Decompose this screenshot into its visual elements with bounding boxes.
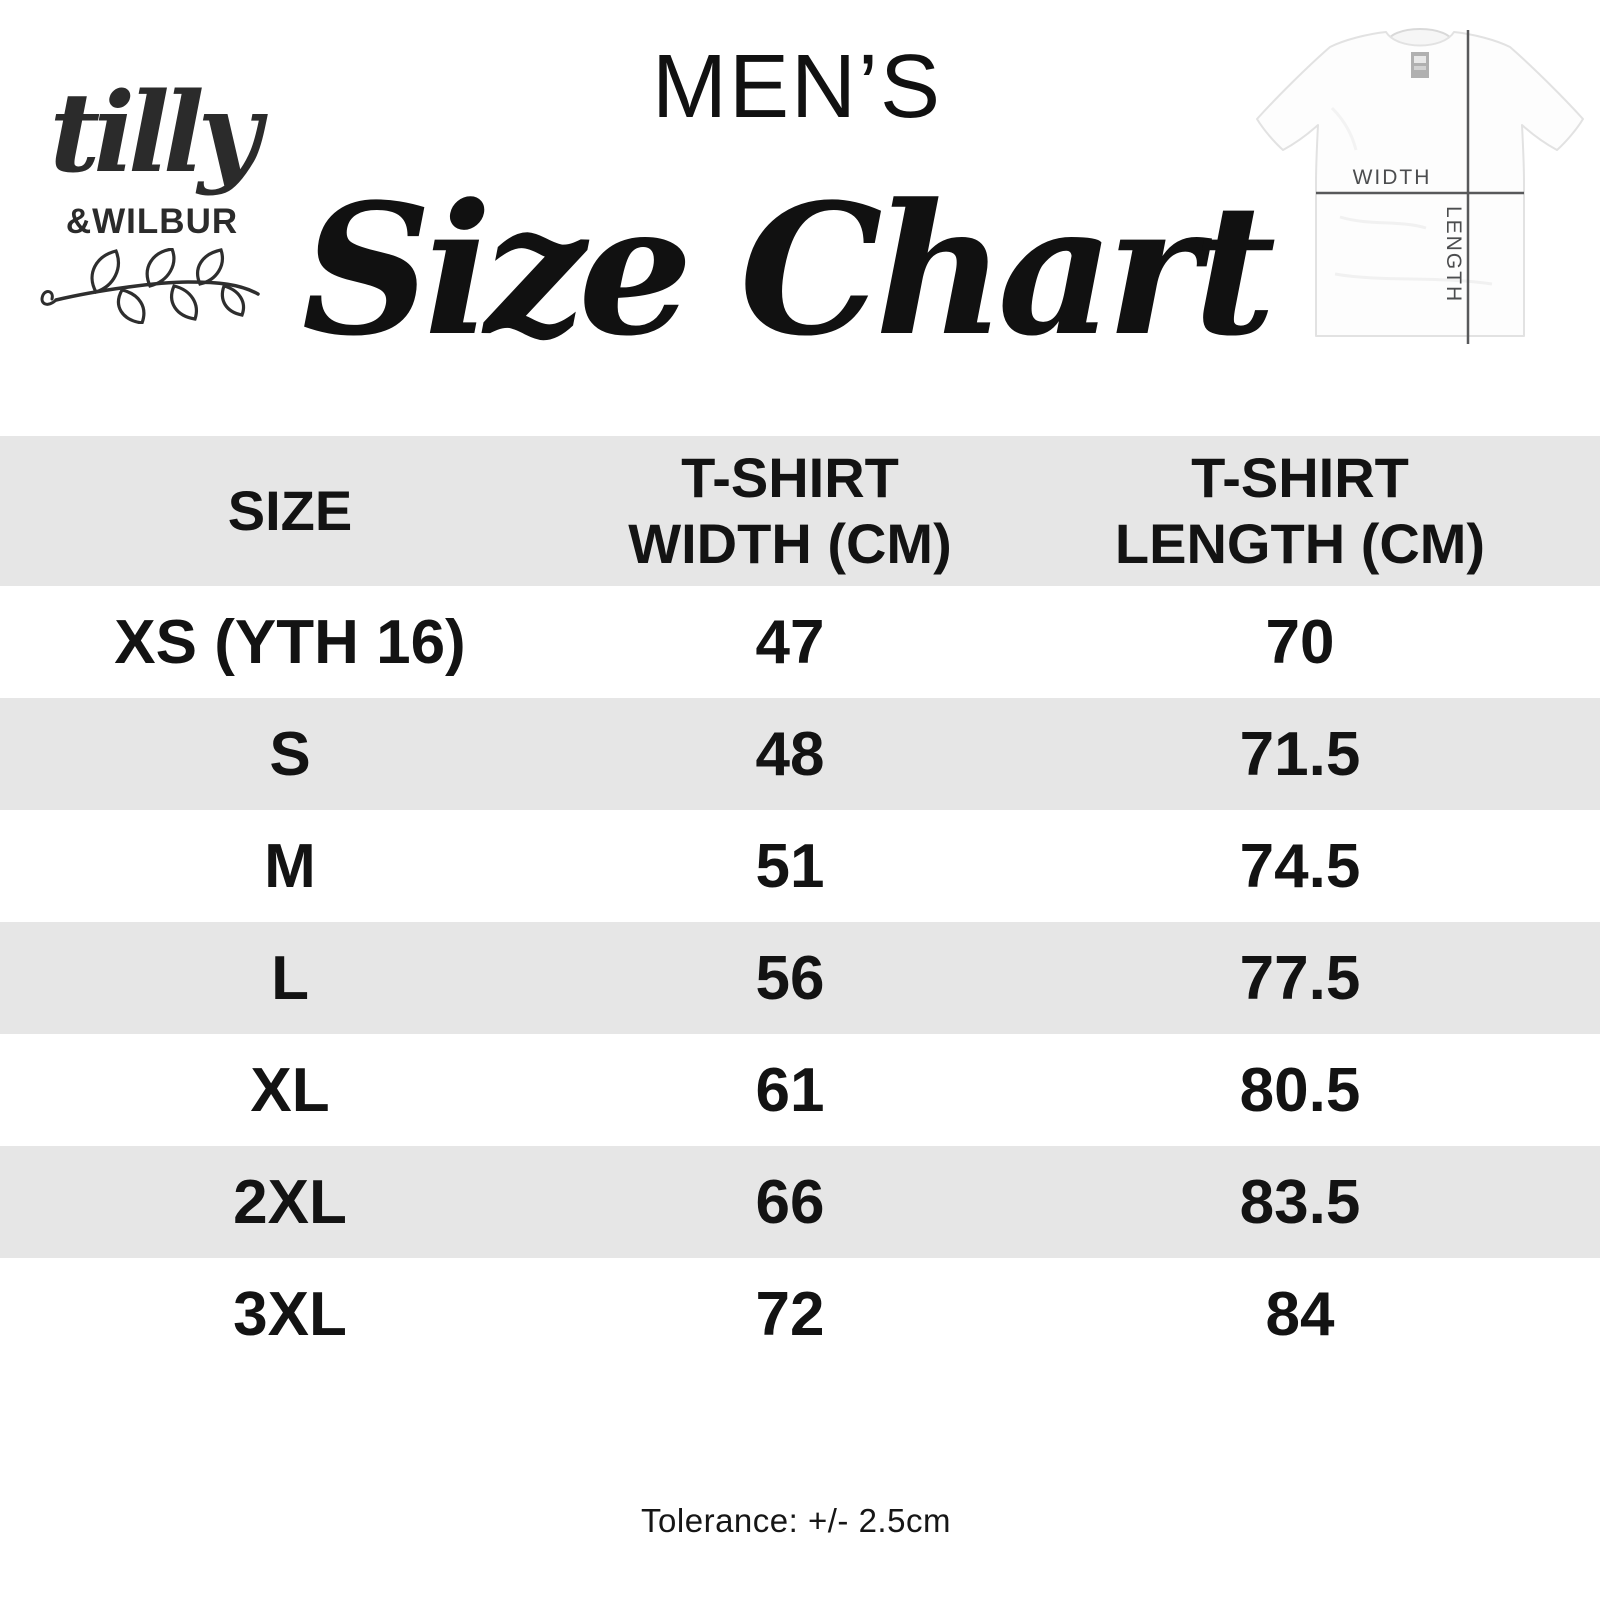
header-line: LENGTH (CM) <box>1114 512 1486 575</box>
table-row <box>0 922 1600 1034</box>
category-title: MEN’S <box>651 37 943 137</box>
length-cell: 84 <box>1265 1279 1335 1349</box>
size-cell: S <box>269 719 311 789</box>
size-table <box>0 436 1600 1370</box>
header-line: SIZE <box>227 478 353 542</box>
table-row <box>0 810 1600 922</box>
column-header-width <box>580 445 1000 577</box>
table-body <box>0 586 1600 1370</box>
length-cell: 70 <box>1265 607 1335 677</box>
header-line: T-SHIRT <box>681 445 899 509</box>
page-title: Size Chart <box>301 165 1269 376</box>
length-cell: 74.5 <box>1239 831 1361 901</box>
size-cell: L <box>271 943 309 1013</box>
size-cell: 2XL <box>233 1167 347 1237</box>
table-row <box>0 698 1600 810</box>
width-cell: 56 <box>755 943 825 1013</box>
width-cell: 48 <box>755 719 825 789</box>
brand-name-script: tilly <box>49 68 255 197</box>
width-cell: 66 <box>755 1167 825 1237</box>
size-cell: 3XL <box>233 1279 347 1349</box>
width-cell: 72 <box>755 1279 825 1349</box>
width-cell: 61 <box>755 1055 825 1125</box>
size-cell: M <box>264 831 316 901</box>
length-cell: 80.5 <box>1239 1055 1361 1125</box>
header-line: WIDTH (CM) <box>628 512 952 575</box>
table-header-row <box>0 436 1600 586</box>
size-cell: XL <box>250 1055 330 1125</box>
tolerance-note: Tolerance: +/- 2.5cm <box>641 1502 951 1539</box>
table-row <box>0 1146 1600 1258</box>
header-line: T-SHIRT <box>1191 445 1409 509</box>
length-label: LENGTH <box>1442 206 1465 304</box>
size-cell: XS (YTH 16) <box>114 607 466 677</box>
table-row <box>0 1034 1600 1146</box>
column-header-length <box>1000 445 1600 577</box>
brand-name-sub: &WILBUR <box>65 202 239 241</box>
column-header-size <box>0 478 580 544</box>
table-row <box>0 1258 1600 1370</box>
width-cell: 47 <box>755 607 825 677</box>
length-cell: 71.5 <box>1239 719 1361 789</box>
tshirt-diagram-image <box>1240 12 1590 352</box>
length-cell: 77.5 <box>1239 943 1361 1013</box>
width-cell: 51 <box>755 831 825 901</box>
table-row <box>0 586 1600 698</box>
width-label: WIDTH <box>1352 166 1432 189</box>
length-cell: 83.5 <box>1239 1167 1361 1237</box>
